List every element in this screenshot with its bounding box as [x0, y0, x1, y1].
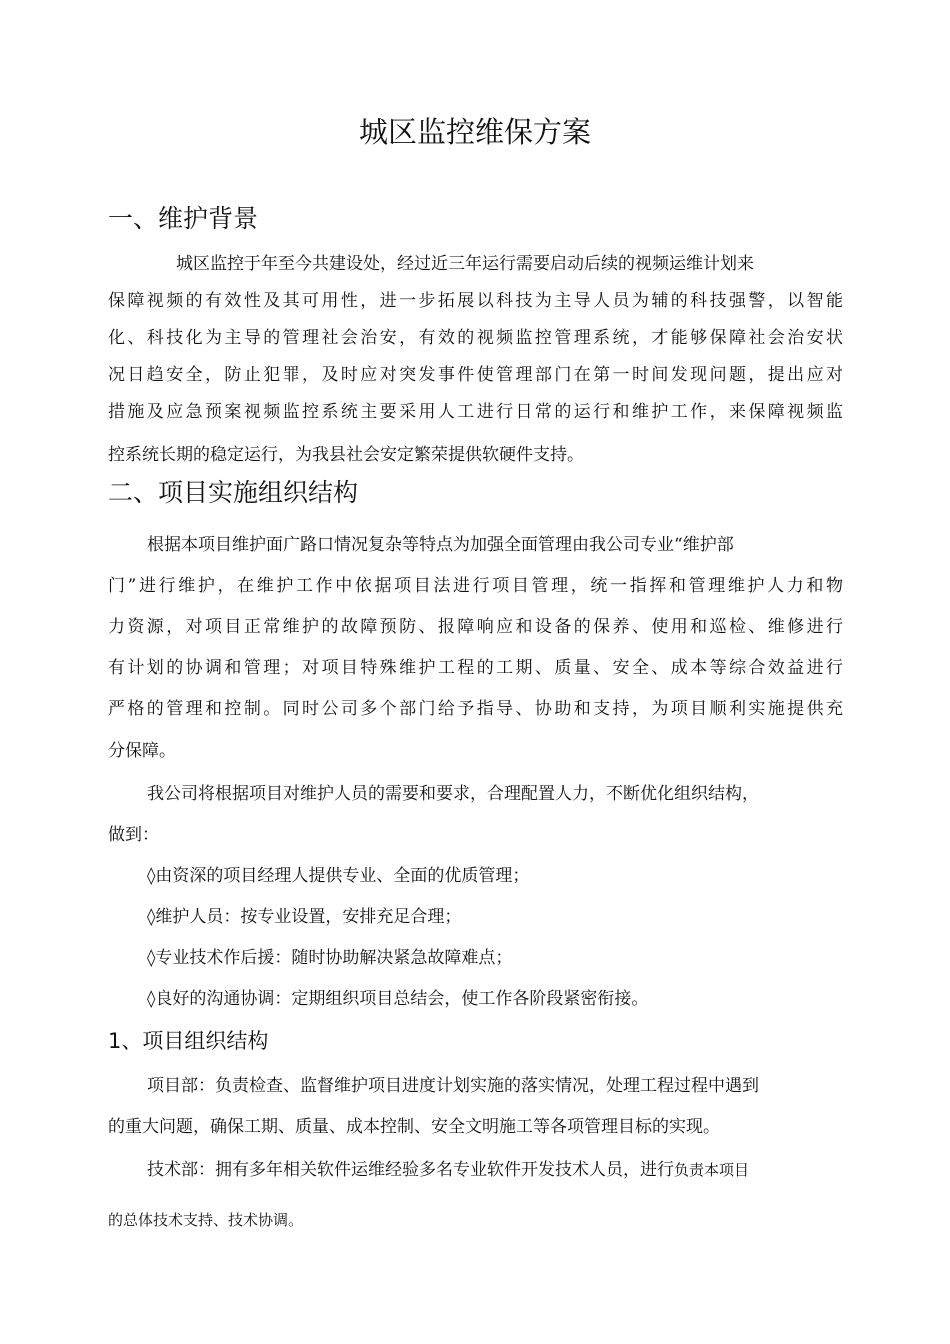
paragraph-line: 的重大问题，确保工期、质量、成本控制、安全文明施工等各项管理目标的实现。: [108, 1117, 720, 1137]
section-heading-organization: 二、项目实施组织结构: [108, 478, 359, 507]
section-heading-background: 一、维护背景: [108, 204, 259, 233]
list-item: ◊良好的沟通协调：定期组织项目总结会，使工作各阶段紧密衔接。: [147, 989, 649, 1009]
list-item: ◊由资深的项目经理人提供专业、全面的优质管理；: [147, 866, 530, 886]
paragraph-line: 况日趋安全，防止犯罪，及时应对突发事件使管理部门在第一时间发现问题，提出应对: [108, 365, 843, 385]
paragraph-line: 措施及应急预案视频监控系统主要采用人工进行日常的运行和维护工作，来保障视频监: [108, 402, 843, 422]
paragraph-line: 做到：: [108, 825, 159, 845]
paragraph-line: [147, 1156, 843, 1184]
list-item: ◊专业技术作后援：随时协助解决紧急故障难点；: [147, 948, 513, 968]
paragraph-line: 城区监控于年至今共建设处，经过近三年运行需要启动后续的视频运维计划来: [176, 254, 754, 274]
paragraph-line: 我公司将根据项目对维护人员的需要和要求，合理配置人力，不断优化组织结构，: [147, 784, 759, 804]
document-title: 城区监控维保方案: [358, 115, 591, 149]
paragraph-line: 力资源，对项目正常维护的故障预防、报障响应和设备的保养、使用和巡检、维修进行: [108, 617, 843, 637]
subsection-heading: 1、项目组织结构: [108, 1029, 269, 1053]
paragraph-line: 的总体技术支持、技术协调。: [108, 1211, 304, 1229]
paragraph-line: 化、科技化为主导的管理社会治安，有效的视频监控管理系统，才能够保障社会治安状: [108, 328, 843, 348]
paragraph-line: 控系统长期的稳定运行，为我县社会安定繁荣提供软硬件支持。: [108, 445, 584, 465]
list-item: ◊维护人员：按专业设置，安排充足合理；: [147, 907, 462, 927]
paragraph-text: 技术部：拥有多年相关软件运维经验多名专业软件开发技术人员，进行: [147, 1160, 674, 1180]
paragraph-line: 项目部：负责检查、监督维护项目进度计划实施的落实情况，处理工程过程中遇到: [147, 1076, 759, 1096]
paragraph-line: 分保障。: [108, 741, 176, 761]
paragraph-line: 保障视频的有效性及其可用性，进一步拓展以科技为主导人员为辅的科技强警，以智能: [108, 291, 843, 311]
paragraph-line: 根据本项目维护面广路口情况复杂等特点为加强全面管理由我公司专业“维护部: [147, 535, 734, 555]
paragraph-text-small: 负责本项目: [674, 1161, 750, 1179]
paragraph-line: 严格的管理和控制。同时公司多个部门给予指导、协助和支持，为项目顺利实施提供充: [108, 699, 843, 719]
paragraph-line: 门”进行维护，在维护工作中依据项目法进行项目管理，统一指挥和管理维护人力和物: [108, 576, 843, 596]
paragraph-line: 有计划的协调和管理；对项目特殊维护工程的工期、质量、安全、成本等综合效益进行: [108, 658, 843, 678]
